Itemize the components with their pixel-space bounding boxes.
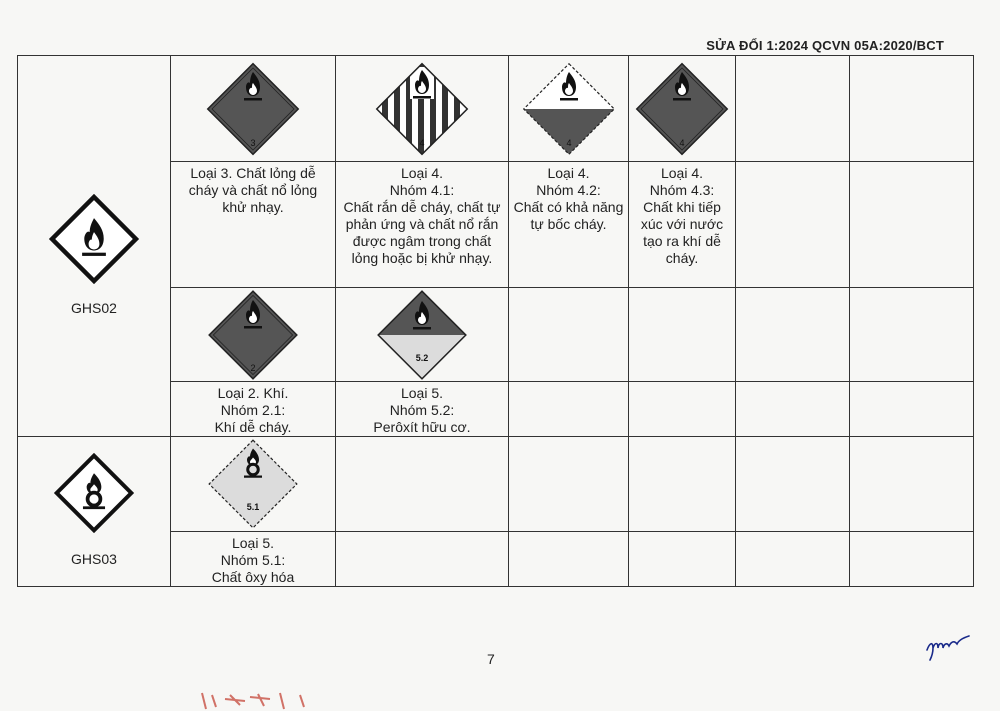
class-4-3-description: Chất khi tiếp xúc với nước tạo ra khí dễ cháy. <box>640 199 724 266</box>
class-2-1-description: Khí dễ cháy. <box>214 419 292 435</box>
empty-cell <box>850 288 974 382</box>
group-label: Nhóm 4.2: <box>536 182 601 198</box>
description-cell <box>171 382 336 437</box>
class-label: Loại 5. <box>231 535 275 551</box>
label-cell <box>336 56 509 162</box>
group-label: Nhóm 2.1: <box>220 402 286 418</box>
description-cell <box>336 382 509 437</box>
label-cell <box>171 437 336 532</box>
group-label: Nhóm 5.2: <box>389 402 455 418</box>
class-label: Loại 5. <box>400 385 444 401</box>
ghs02-flame-pictogram-icon <box>49 194 139 284</box>
signature-icon <box>924 632 974 662</box>
empty-cell <box>509 382 629 437</box>
label-cell <box>171 56 336 162</box>
label-number: 4 <box>566 137 572 148</box>
empty-cell <box>850 382 974 437</box>
ghs-code: GHS03 <box>71 551 117 567</box>
document-header: SỬA ĐỔI 1:2024 QCVN 05A:2020/BCT <box>706 38 944 53</box>
class-3-flammable-liquid-label-icon <box>171 57 336 161</box>
empty-cell <box>736 382 850 437</box>
empty-cell <box>336 437 509 532</box>
class-3-description: Loại 3. Chất lỏng dễ cháy và chất nổ lỏng khử nhạy. <box>188 165 318 215</box>
empty-cell <box>336 532 509 587</box>
label-number: 5.2 <box>415 352 429 363</box>
class-4-3-dangerous-when-wet-label-icon <box>629 57 736 161</box>
empty-cell <box>509 288 629 382</box>
table-row <box>18 437 974 532</box>
ghs03-flame-over-circle-pictogram-icon <box>54 453 134 533</box>
class-5-1-oxidizer-label-icon <box>171 438 336 531</box>
empty-cell <box>509 437 629 532</box>
class-4-2-spontaneous-combustion-label-icon <box>509 57 629 161</box>
label-cell <box>171 288 336 382</box>
ghs03-cell <box>18 437 171 587</box>
hazard-classification-table <box>17 55 974 587</box>
label-number: 5.1 <box>246 501 260 512</box>
label-cell <box>336 288 509 382</box>
class-5-2-description: Perôxít hữu cơ. <box>373 419 471 435</box>
class-label: Loại 4. <box>660 165 704 181</box>
class-label: Loại 4. <box>400 165 444 181</box>
label-cell <box>509 56 629 162</box>
empty-cell <box>850 56 974 162</box>
label-number: 4 <box>679 137 685 148</box>
label-number: 3 <box>250 137 256 148</box>
description-cell <box>336 162 509 288</box>
empty-cell <box>850 532 974 587</box>
empty-cell <box>736 162 850 288</box>
class-label: Loại 2. Khí. <box>217 385 289 401</box>
class-5-1-description: Chất ôxy hóa <box>211 569 295 585</box>
description-cell <box>629 162 736 288</box>
empty-cell <box>629 437 736 532</box>
empty-cell <box>736 437 850 532</box>
label-cell <box>629 56 736 162</box>
page-number: 7 <box>487 651 495 667</box>
group-label: Nhóm 5.1: <box>220 552 286 568</box>
class-4-2-description: Chất có khả năng tự bốc cháy. <box>513 199 624 232</box>
label-number: 2 <box>250 362 256 373</box>
empty-cell <box>736 56 850 162</box>
empty-cell <box>850 437 974 532</box>
class-4-1-flammable-solid-label-icon <box>336 57 509 161</box>
class-label: Loại 4. <box>547 165 590 181</box>
empty-cell <box>736 288 850 382</box>
label-number: 4 <box>419 137 425 148</box>
empty-cell <box>629 532 736 587</box>
empty-cell <box>736 532 850 587</box>
ghs-code: GHS02 <box>71 299 117 316</box>
class-5-2-organic-peroxide-label-icon <box>336 289 509 381</box>
class-2-1-flammable-gas-label-icon <box>171 289 336 381</box>
empty-cell <box>629 382 736 437</box>
description-cell <box>509 162 629 288</box>
description-cell <box>171 162 336 288</box>
ghs02-cell <box>18 56 171 437</box>
class-4-1-description: Chất rắn dễ cháy, chất tự phản ứng và chất nổ rắn được ngâm trong chất lỏng hoặc bị khử nhạy. <box>343 199 501 266</box>
empty-cell <box>850 162 974 288</box>
table-row <box>18 56 974 162</box>
empty-cell <box>629 288 736 382</box>
stamp-fragment-icon <box>200 691 320 711</box>
description-cell <box>171 532 336 587</box>
empty-cell <box>509 532 629 587</box>
group-label: Nhóm 4.1: <box>389 182 455 198</box>
group-label: Nhóm 4.3: <box>649 182 715 198</box>
